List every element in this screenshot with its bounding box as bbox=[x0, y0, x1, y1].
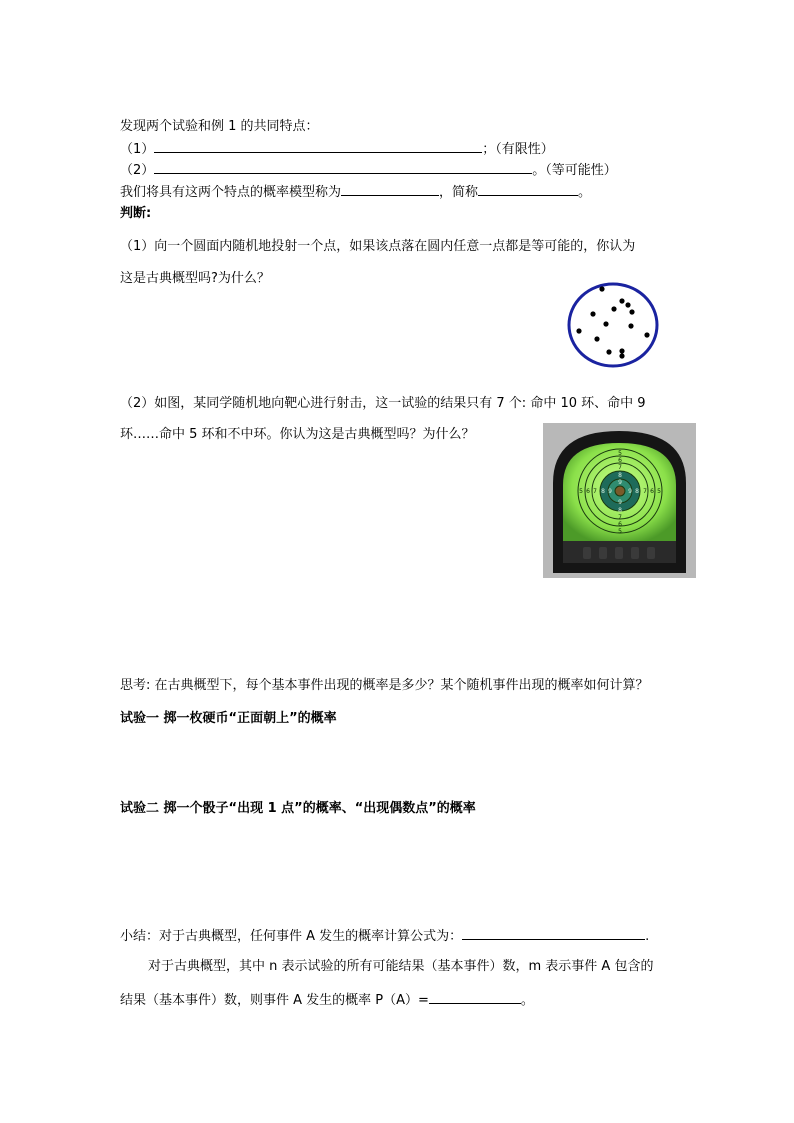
question-1-line-2: 这是古典概型吗?为什么？ bbox=[120, 271, 270, 286]
formula-line-1: 对于古典概型，其中 n 表示试验的所有可能结果（基本事件）数，m 表示事件 A 包含的 bbox=[148, 959, 654, 974]
model-sentence-mid: ，简称 bbox=[439, 185, 479, 200]
summary-prefix: 小结：对于古典概型，任何事件 A 发生的概率计算公式为： bbox=[120, 929, 463, 944]
item-2 bbox=[120, 160, 617, 180]
item-1-number: （1） bbox=[120, 142, 155, 157]
point bbox=[628, 323, 633, 328]
point bbox=[599, 286, 604, 291]
model-sentence-end: 。 bbox=[578, 185, 592, 200]
ring-label-left: 9 bbox=[608, 488, 612, 495]
question-2-line-2: 环……命中 5 环和不中环。你认为这是古典概型吗？为什么？ bbox=[120, 427, 475, 442]
item-2-suffix: 。（等可能性） bbox=[532, 163, 617, 178]
bullseye bbox=[615, 486, 625, 496]
ring-label-bottom: 7 bbox=[618, 514, 622, 521]
model-sentence-prefix: 我们将具有这两个特点的概率模型称为 bbox=[120, 185, 342, 200]
formula-line-2 bbox=[120, 990, 534, 1010]
ring-label-bottom: 6 bbox=[618, 521, 622, 528]
item-1 bbox=[120, 139, 554, 159]
point bbox=[576, 328, 581, 333]
ring-label-left: 6 bbox=[586, 488, 590, 495]
formula-line-2-end: 。 bbox=[520, 993, 534, 1008]
summary-formula-blank[interactable] bbox=[462, 926, 645, 940]
ring-label-right: 6 bbox=[650, 488, 654, 495]
ring-label-bottom: 8 bbox=[618, 507, 622, 514]
experiment-2-heading: 试验二 掷一个骰子“出现 1 点”的概率、“出现偶数点”的概率 bbox=[120, 801, 476, 816]
point bbox=[594, 336, 599, 341]
ring-label-bottom: 9 bbox=[618, 499, 622, 506]
ring-label-left: 7 bbox=[593, 488, 597, 495]
slot bbox=[583, 547, 591, 559]
slot bbox=[599, 547, 607, 559]
ring-label-top: 6 bbox=[618, 457, 622, 464]
model-short-name-blank[interactable] bbox=[478, 182, 578, 196]
point bbox=[619, 353, 624, 358]
point bbox=[619, 348, 624, 353]
ring-label-right: 5 bbox=[657, 488, 661, 495]
ring-label-left: 5 bbox=[579, 488, 583, 495]
summary-line bbox=[120, 926, 649, 946]
formula-line-2-prefix: 结果（基本事件）数，则事件 A 发生的概率 P（A）= bbox=[120, 993, 429, 1008]
summary-end: . bbox=[645, 929, 650, 944]
point bbox=[644, 332, 649, 337]
circle-outline bbox=[569, 284, 657, 366]
point bbox=[606, 349, 611, 354]
slot bbox=[647, 547, 655, 559]
slot bbox=[631, 547, 639, 559]
think-question: 思考: 在古典概型下，每个基本事件出现的概率是多少？某个随机事件出现的概率如何计算？ bbox=[120, 678, 649, 693]
ring-label-bottom: 5 bbox=[618, 528, 622, 535]
slot bbox=[615, 547, 623, 559]
intro-text: 发现两个试验和例 1 的共同特点： bbox=[120, 119, 319, 134]
ring-label-right: 7 bbox=[643, 488, 647, 495]
ring-label-right: 9 bbox=[628, 488, 632, 495]
ring-label-top: 9 bbox=[618, 479, 622, 486]
question-1-line-1: （1）向一个圆面内随机地投射一个点，如果该点落在圆内任意一点都是等可能的，你认为 bbox=[120, 239, 636, 254]
point bbox=[603, 321, 608, 326]
item-2-number: （2） bbox=[120, 163, 155, 178]
point bbox=[590, 311, 595, 316]
shooting-target-photo bbox=[543, 423, 696, 578]
item-2-blank[interactable] bbox=[154, 160, 532, 174]
model-name-blank[interactable] bbox=[341, 182, 439, 196]
probability-blank[interactable] bbox=[429, 990, 521, 1004]
ring-label-left: 8 bbox=[601, 488, 605, 495]
model-sentence bbox=[120, 182, 591, 202]
judge-heading: 判断: bbox=[120, 206, 152, 221]
ring-label-top: 5 bbox=[618, 450, 622, 457]
point bbox=[619, 298, 624, 303]
item-1-suffix: ；（有限性） bbox=[482, 142, 554, 157]
ring-label-top: 8 bbox=[618, 472, 622, 479]
item-1-blank[interactable] bbox=[154, 139, 482, 153]
ring-label-right: 8 bbox=[635, 488, 639, 495]
question-2-line-1: （2）如图，某同学随机地向靶心进行射击，这一试验的结果只有 7 个: 命中 10 环、命中 9 bbox=[120, 396, 646, 411]
random-points-circle-figure bbox=[566, 281, 660, 369]
point bbox=[625, 302, 630, 307]
point bbox=[611, 306, 616, 311]
experiment-1-heading: 试验一 掷一枚硬币“正面朝上”的概率 bbox=[120, 711, 337, 726]
ring-label-top: 7 bbox=[618, 464, 622, 471]
point bbox=[629, 309, 634, 314]
